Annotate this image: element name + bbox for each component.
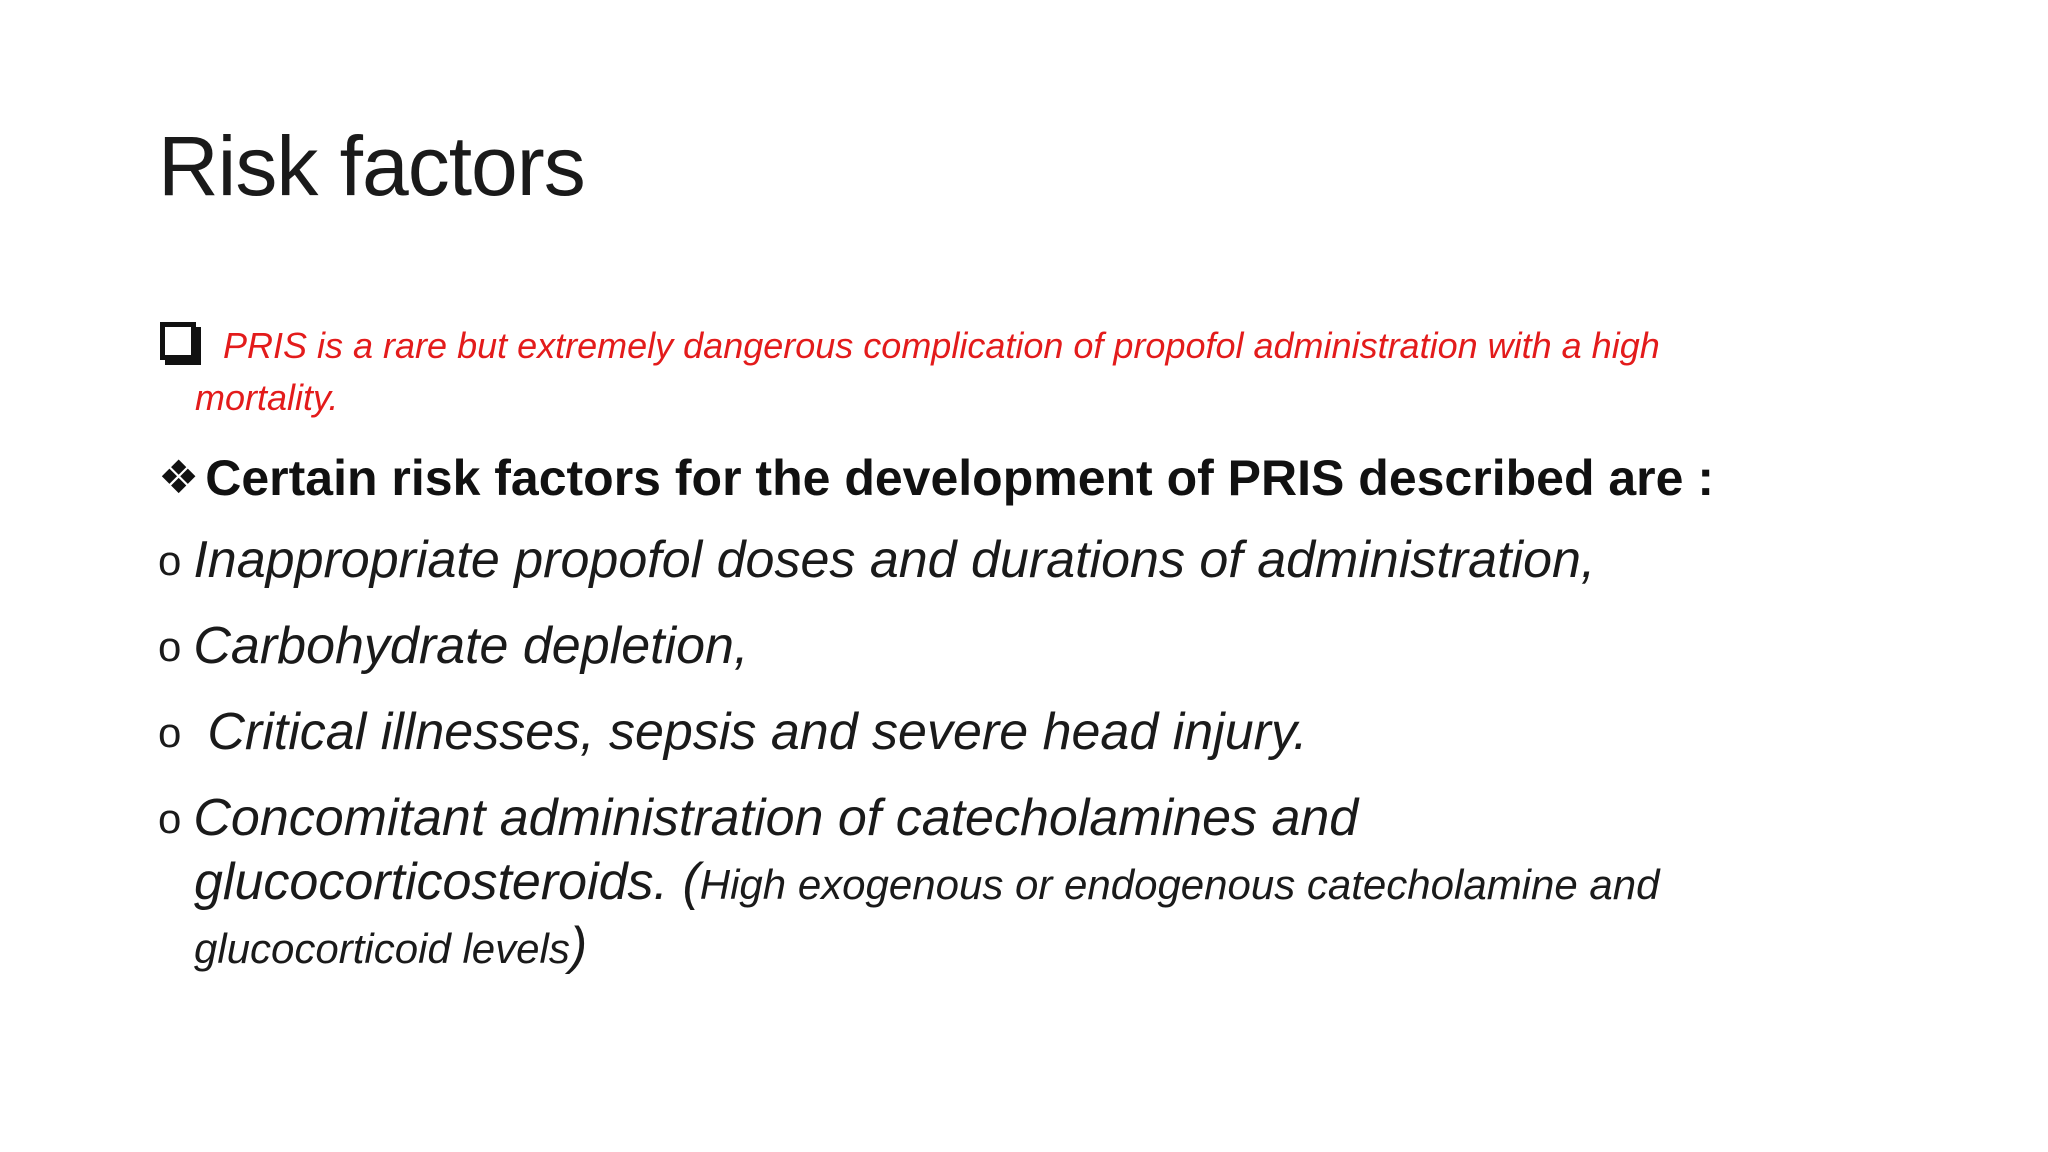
heading-text: Certain risk factors for the development of PRIS described are :	[205, 450, 1714, 506]
list-item-continuation-2	[194, 914, 587, 981]
list-item-text: Inappropriate propofol doses and durations of administration,	[193, 531, 1596, 589]
list-item-text: Carbohydrate depletion,	[193, 617, 749, 675]
intro-line-1	[160, 320, 1860, 372]
list-item-text: Critical illnesses, sepsis and severe head injury.	[207, 703, 1308, 761]
list-item	[158, 786, 1358, 851]
intro-block	[160, 320, 1860, 424]
list-item	[158, 614, 748, 679]
list-item	[158, 528, 1595, 593]
closing-paren: )	[569, 917, 588, 975]
list-item-text-main: glucocorticosteroids. (	[194, 853, 700, 911]
risk-factors-heading	[158, 444, 1714, 511]
slide-title: Risk factors	[158, 119, 585, 213]
diamond-bullet-icon: ❖	[158, 451, 200, 503]
intro-text-1: PRIS is a rare but extremely dangerous complication of propofol administration with a high	[223, 325, 1660, 366]
circle-bullet-icon: o	[158, 623, 182, 670]
intro-line-2	[160, 372, 1860, 424]
list-item-text: Concomitant administration of catecholamines and	[193, 789, 1359, 847]
circle-bullet-icon: o	[158, 709, 182, 756]
list-item-continuation	[194, 850, 1659, 917]
circle-bullet-icon: o	[158, 795, 182, 842]
list-item-text-small: High exogenous or endogenous catecholamine and	[699, 861, 1660, 908]
circle-bullet-icon: o	[158, 537, 182, 584]
list-item-text-small-2: glucocorticoid levels	[194, 925, 570, 972]
list-item	[158, 700, 1308, 765]
intro-text-2: mortality.	[195, 377, 339, 418]
checkbox-icon	[160, 322, 196, 360]
